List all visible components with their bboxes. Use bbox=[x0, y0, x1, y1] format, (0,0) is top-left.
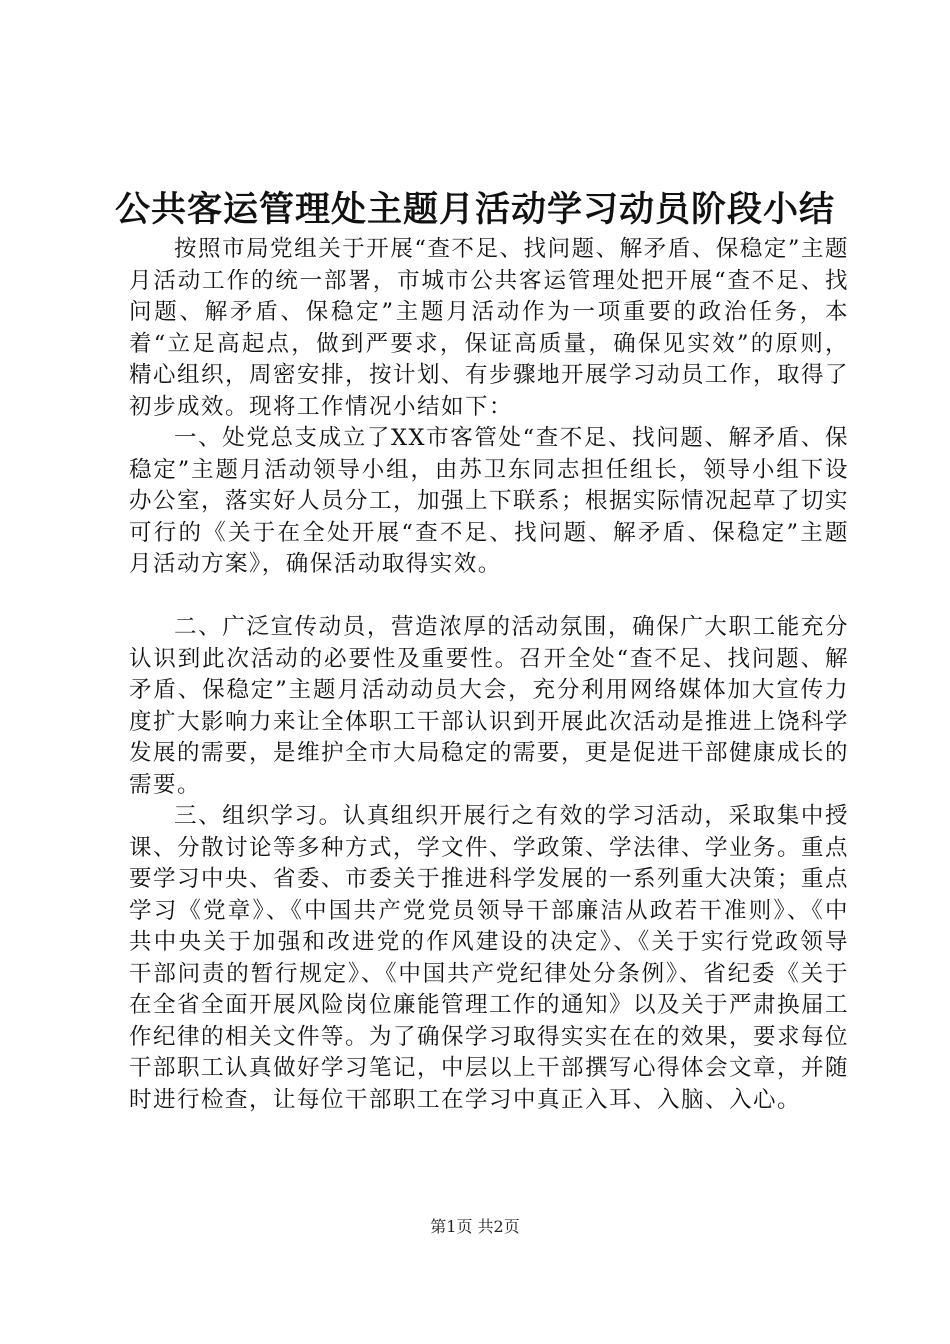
page-footer: 第1页 共2页 bbox=[430, 1217, 520, 1236]
paragraph-section-1: 一、处党总支成立了XX市客管处“查不足、找问题、解矛盾、保稳定”主题月活动领导小组，由苏卫东同志担任组长，领导小组下设办公室，落实好人员分工，加强上下联系；根据实际情况起草了切实可行的《关于在全处开展“查不足、找问题、解矛盾、保稳定”主题月活动方案》，确保活动取得实效。 bbox=[129, 425, 850, 577]
paragraph-spacer bbox=[129, 581, 849, 613]
document-title: 公共客运管理处主题月活动学习动员阶段小结 bbox=[114, 190, 835, 230]
paragraph-section-2: 二、广泛宣传动员，营造浓厚的活动氛围，确保广大职工能充分认识到此次活动的必要性及重要性。召开全处“查不足、找问题、解矛盾、保稳定”主题月活动动员大会，充分利用网络媒体加大宣传力度扩大影响力来让全体职工干部认识到开展此次活动是推进上饶科学发展的需要，是维护全市大局稳定的需要，更是促进干部健康成长的需要。 bbox=[129, 614, 850, 798]
document-body bbox=[129, 234, 849, 1116]
paragraph-section-3: 三、组织学习。认真组织开展行之有效的学习活动，采取集中授课、分散讨论等多种方式，学文件、学政策、学法律、学业务。重点要学习中央、省委、市委关于推进科学发展的一系列重大决策；重点学习《党章》、《中国共产党党员领导干部廉洁从政若干准则》、《中共中央关于加强和改进党的作风建设的决定》、《关于实行党政领导干部问责的暂行规定》、《中国共产党纪律处分条例》、省纪委《关于在全省全面开展风险岗位廉能管理工作的通知》以及关于严肃换届工作纪律的相关文件等。为了确保学习取得实实在在的效果，要求每位干部职工认真做好学习笔记，中层以上干部撰写心得体会文章，并随时进行检查，让每位干部职工在学习中真正入耳、入脑、入心。 bbox=[129, 803, 850, 1113]
paragraph-intro: 按照市局党组关于开展“查不足、找问题、解矛盾、保稳定”主题月活动工作的统一部署，市城市公共客运管理处把开展“查不足、找问题、解矛盾、保稳定”主题月活动作为一项重要的政治任务，本着“立足高起点，做到严要求，保证高质量，确保见实效”的原则，精心组织，周密安排，按计划、有步骤地开展学习动员工作，取得了初步成效。现将工作情况小结如下： bbox=[129, 236, 850, 420]
